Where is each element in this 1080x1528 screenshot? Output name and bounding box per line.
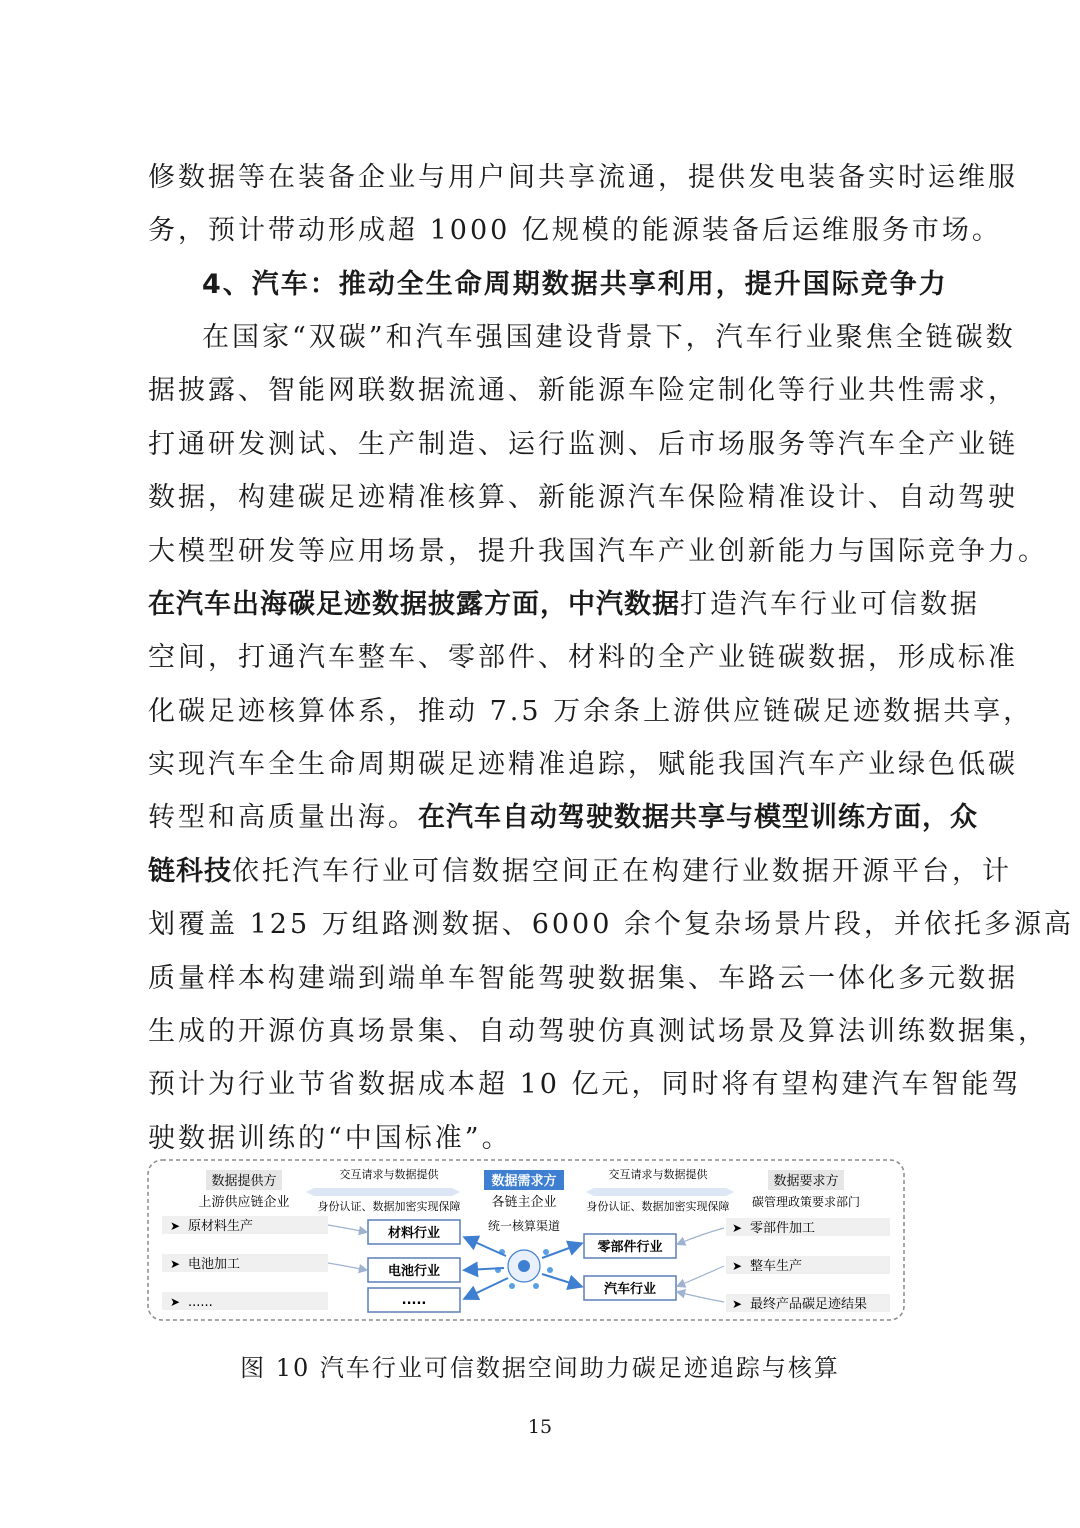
demander-subtitle: 各链主企业 [491, 1195, 557, 1210]
double-arrow-icon [306, 1188, 460, 1196]
chevron-right-icon: ➤ [732, 1259, 743, 1273]
paragraph-line: 打通研发测试、生产制造、运行监测、后市场服务等汽车全产业链 [148, 429, 1018, 460]
provider-title: 数据提供方 [211, 1174, 277, 1189]
chevron-right-icon: ➤ [170, 1295, 181, 1309]
industry-label: 汽车行业 [603, 1282, 657, 1297]
paragraph-line [148, 587, 980, 623]
text-run: 依托汽车行业可信数据空间正在构建行业数据开源平台，计 [232, 856, 1012, 887]
paragraph-line: 划覆盖 125 万组路测数据、6000 余个复杂场景片段，并依托多源高 [148, 909, 1074, 940]
exchange-label: 身份认证、数据加密实现保障 [317, 1200, 461, 1213]
node-dot [509, 1283, 515, 1289]
chevron-right-icon: ➤ [732, 1221, 743, 1235]
node-dot [533, 1283, 539, 1289]
provider-item-bg [162, 1254, 328, 1272]
demander-title: 数据需求方 [491, 1174, 557, 1189]
double-arrow-icon [586, 1188, 734, 1196]
provider-item-bg [162, 1292, 328, 1310]
exchange-label: 身份认证、数据加密实现保障 [586, 1200, 730, 1213]
bold-lead: 链科技 [148, 856, 232, 887]
paragraph-line: 修数据等在装备企业与用户间共享流通，提供发电装备实时运维服 [148, 162, 1018, 193]
paragraph-line: 在国家“双碳”和汽车强国建设背景下，汽车行业聚焦全链碳数 [202, 322, 1016, 353]
figure-caption: 图 10 汽车行业可信数据空间助力碳足迹追踪与核算 [240, 1354, 840, 1382]
requirer-title: 数据要求方 [773, 1174, 839, 1189]
chevron-right-icon: ➤ [732, 1297, 743, 1311]
text-run: 打造汽车行业可信数据 [680, 589, 980, 620]
industry-label: 零部件行业 [597, 1240, 663, 1255]
paragraph-line [148, 854, 1012, 890]
paragraph-line: 预计为行业节省数据成本超 10 亿元，同时将有望构建汽车智能驾 [148, 1069, 1022, 1100]
node-dot [547, 1267, 553, 1273]
chevron-right-icon: ➤ [170, 1257, 181, 1271]
industry-label: ..... [401, 1293, 427, 1308]
text-run: 转型和高质量出海。 [148, 802, 418, 833]
paragraph-line: 数据，构建碳足迹精准核算、新能源汽车保险精准设计、自动驾驶 [148, 482, 1018, 513]
requirer-item: 零部件加工 [750, 1221, 816, 1236]
exchange-label: 交互请求与数据提供 [339, 1168, 439, 1181]
provider-subtitle: 上游供应链企业 [198, 1195, 290, 1210]
requirer-item: 整车生产 [750, 1259, 803, 1274]
exchange-label: 交互请求与数据提供 [608, 1168, 708, 1181]
bold-lead: 在汽车出海碳足迹数据披露方面，中汽数据 [148, 589, 680, 620]
provider-item: ...... [188, 1295, 213, 1310]
carbon-footprint-diagram [146, 1158, 906, 1322]
paragraph-line: 化碳足迹核算体系，推动 7.5 万余条上游供应链碳足迹数据共享， [148, 696, 1034, 727]
chevron-right-icon: ➤ [170, 1219, 181, 1233]
paragraph-line: 务，预计带动形成超 1000 亿规模的能源装备后运维服务市场。 [148, 215, 1002, 246]
page-number: 15 [527, 1416, 553, 1438]
provider-item: 电池加工 [188, 1257, 241, 1272]
bold-lead: 在汽车自动驾驶数据共享与模型训练方面，众 [418, 802, 978, 833]
hub-core [518, 1260, 530, 1272]
node-dot [543, 1249, 549, 1255]
paragraph-line: 实现汽车全生命周期碳足迹精准追踪，赋能我国汽车产业绿色低碳 [148, 749, 1018, 780]
industry-label: 电池行业 [387, 1264, 441, 1279]
demander-channel: 统一核算渠道 [487, 1219, 561, 1233]
paragraph-line: 驶数据训练的“中国标准”。 [148, 1123, 512, 1154]
paragraph-line [148, 800, 978, 836]
section-heading: 4、汽车：推动全生命周期数据共享利用，提升国际竞争力 [202, 269, 948, 300]
paragraph-line: 大模型研发等应用场景，提升我国汽车产业创新能力与国际竞争力。 [148, 536, 1048, 567]
paragraph-line: 空间，打通汽车整车、零部件、材料的全产业链碳数据，形成标准 [148, 642, 1018, 673]
paragraph-line: 质量样本构建端到端单车智能驾驶数据集、车路云一体化多元数据 [148, 963, 1018, 994]
industry-label: 材料行业 [387, 1226, 441, 1241]
provider-item: 原材料生产 [188, 1219, 254, 1234]
requirer-subtitle: 碳管理政策要求部门 [751, 1195, 861, 1209]
paragraph-line: 生成的开源仿真场景集、自动驾驶仿真测试场景及算法训练数据集， [148, 1016, 1048, 1047]
requirer-item: 最终产品碳足迹结果 [750, 1297, 868, 1312]
paragraph-line: 据披露、智能网联数据流通、新能源车险定制化等行业共性需求， [148, 375, 1018, 406]
